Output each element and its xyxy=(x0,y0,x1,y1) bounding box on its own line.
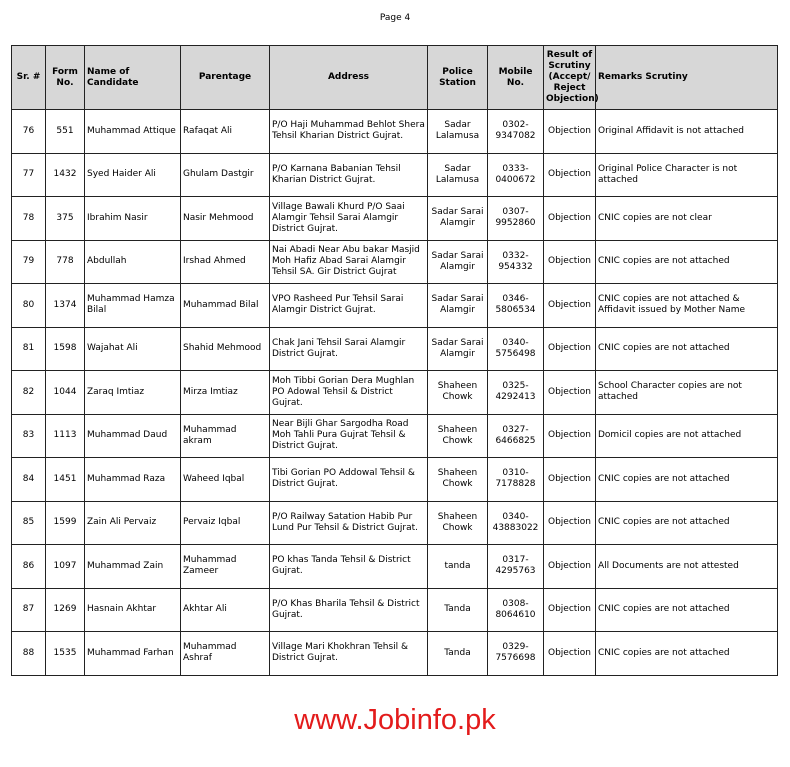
cell-mobile: 0302-9347082 xyxy=(488,110,544,154)
cell-form-no: 1374 xyxy=(46,284,85,328)
cell-police-station: Sadar Sarai Alamgir xyxy=(428,197,488,241)
site-watermark: www.Jobinfo.pk xyxy=(294,704,496,736)
cell-police-station: Sadar Lalamusa xyxy=(428,110,488,154)
cell-sr: 76 xyxy=(12,110,46,154)
cell-mobile: 0340-43883022 xyxy=(488,501,544,545)
header-candidate-name: Name of Candidate xyxy=(85,46,181,110)
scrutiny-table xyxy=(11,45,778,676)
cell-address: Nai Abadi Near Abu bakar Masjid Moh Hafiz Abad Sarai Alamgir Tehsil SA. Gir District Gujrat xyxy=(270,240,428,284)
cell-mobile: 0346-5806534 xyxy=(488,284,544,328)
table-row xyxy=(12,588,778,632)
cell-mobile: 0340-5756498 xyxy=(488,327,544,371)
table-row xyxy=(12,458,778,502)
table-row xyxy=(12,110,778,154)
cell-police-station: Tanda xyxy=(428,588,488,632)
cell-address: Village Bawali Khurd P/O Saai Alamgir Tehsil Sarai Alamgir District Gujrat. xyxy=(270,197,428,241)
cell-address: P/O Railway Satation Habib Pur Lund Pur Tehsil & District Gujrat. xyxy=(270,501,428,545)
table-row xyxy=(12,284,778,328)
cell-name: Hasnain Akhtar xyxy=(85,588,181,632)
cell-form-no: 1044 xyxy=(46,371,85,415)
cell-address: Chak Jani Tehsil Sarai Alamgir District Gujrat. xyxy=(270,327,428,371)
cell-police-station: Shaheen Chowk xyxy=(428,414,488,458)
cell-police-station: Shaheen Chowk xyxy=(428,458,488,502)
cell-address: Moh Tibbi Gorian Dera Mughlan PO Adowal Tehsil & District Gujrat. xyxy=(270,371,428,415)
cell-name: Muhammad Daud xyxy=(85,414,181,458)
cell-result: Objection xyxy=(544,545,596,589)
cell-name: Muhammad Zain xyxy=(85,545,181,589)
cell-parentage: Mirza Imtiaz xyxy=(181,371,270,415)
cell-sr: 82 xyxy=(12,371,46,415)
cell-address: Near Bijli Ghar Sargodha Road Moh Tahli Pura Gujrat Tehsil & District Gujrat. xyxy=(270,414,428,458)
cell-name: Muhammad Farhan xyxy=(85,632,181,676)
cell-sr: 85 xyxy=(12,501,46,545)
cell-police-station: tanda xyxy=(428,545,488,589)
table-row xyxy=(12,371,778,415)
cell-remarks: CNIC copies are not attached xyxy=(596,501,778,545)
cell-sr: 84 xyxy=(12,458,46,502)
cell-remarks: CNIC copies are not attached xyxy=(596,240,778,284)
cell-police-station: Sadar Sarai Alamgir xyxy=(428,240,488,284)
cell-form-no: 1535 xyxy=(46,632,85,676)
cell-form-no: 1451 xyxy=(46,458,85,502)
cell-parentage: Rafaqat Ali xyxy=(181,110,270,154)
table-row xyxy=(12,327,778,371)
cell-sr: 78 xyxy=(12,197,46,241)
cell-sr: 81 xyxy=(12,327,46,371)
cell-address: Tibi Gorian PO Addowal Tehsil & District Gujrat. xyxy=(270,458,428,502)
cell-sr: 87 xyxy=(12,588,46,632)
cell-sr: 79 xyxy=(12,240,46,284)
cell-parentage: Shahid Mehmood xyxy=(181,327,270,371)
cell-name: Abdullah xyxy=(85,240,181,284)
header-remarks: Remarks Scrutiny xyxy=(596,46,778,110)
cell-parentage: Waheed Iqbal xyxy=(181,458,270,502)
cell-form-no: 1599 xyxy=(46,501,85,545)
cell-parentage: Muhammad Bilal xyxy=(181,284,270,328)
cell-remarks: CNIC copies are not clear xyxy=(596,197,778,241)
cell-result: Objection xyxy=(544,371,596,415)
cell-form-no: 778 xyxy=(46,240,85,284)
cell-address: P/O Haji Muhammad Behlot Shera Tehsil Kharian District Gujrat. xyxy=(270,110,428,154)
cell-police-station: Shaheen Chowk xyxy=(428,371,488,415)
cell-address: Village Mari Khokhran Tehsil & District Gujrat. xyxy=(270,632,428,676)
cell-parentage: Irshad Ahmed xyxy=(181,240,270,284)
cell-name: Muhammad Attique xyxy=(85,110,181,154)
table-row xyxy=(12,153,778,197)
cell-mobile: 0333-0400672 xyxy=(488,153,544,197)
cell-name: Syed Haider Ali xyxy=(85,153,181,197)
cell-police-station: Tanda xyxy=(428,632,488,676)
cell-result: Objection xyxy=(544,153,596,197)
cell-address: P/O Karnana Babanian Tehsil Kharian District Gujrat. xyxy=(270,153,428,197)
cell-police-station: Sadar Sarai Alamgir xyxy=(428,327,488,371)
cell-sr: 77 xyxy=(12,153,46,197)
table-row xyxy=(12,197,778,241)
table-row xyxy=(12,545,778,589)
cell-form-no: 1269 xyxy=(46,588,85,632)
cell-result: Objection xyxy=(544,284,596,328)
cell-result: Objection xyxy=(544,632,596,676)
cell-result: Objection xyxy=(544,110,596,154)
cell-mobile: 0327-6466825 xyxy=(488,414,544,458)
cell-parentage: Muhammad Ashraf xyxy=(181,632,270,676)
cell-remarks: CNIC copies are not attached xyxy=(596,458,778,502)
cell-mobile: 0308-8064610 xyxy=(488,588,544,632)
cell-remarks: CNIC copies are not attached xyxy=(596,632,778,676)
cell-remarks: School Character copies are not attached xyxy=(596,371,778,415)
header-parentage: Parentage xyxy=(181,46,270,110)
cell-mobile: 0307-9952860 xyxy=(488,197,544,241)
table-row xyxy=(12,414,778,458)
header-police-station: Police Station xyxy=(428,46,488,110)
cell-parentage: Pervaiz Iqbal xyxy=(181,501,270,545)
table-row xyxy=(12,632,778,676)
cell-name: Wajahat Ali xyxy=(85,327,181,371)
header-mobile: Mobile No. xyxy=(488,46,544,110)
cell-form-no: 551 xyxy=(46,110,85,154)
cell-sr: 80 xyxy=(12,284,46,328)
cell-name: Zaraq Imtiaz xyxy=(85,371,181,415)
cell-mobile: 0329-7576698 xyxy=(488,632,544,676)
cell-sr: 86 xyxy=(12,545,46,589)
cell-police-station: Sadar Sarai Alamgir xyxy=(428,284,488,328)
cell-form-no: 375 xyxy=(46,197,85,241)
header-form-no: Form No. xyxy=(46,46,85,110)
cell-remarks: CNIC copies are not attached xyxy=(596,588,778,632)
cell-name: Muhammad Raza xyxy=(85,458,181,502)
cell-mobile: 0332-954332 xyxy=(488,240,544,284)
cell-form-no: 1432 xyxy=(46,153,85,197)
cell-mobile: 0325-4292413 xyxy=(488,371,544,415)
cell-result: Objection xyxy=(544,501,596,545)
cell-remarks: Original Police Character is not attached xyxy=(596,153,778,197)
header-result: Result of Scrutiny (Accept/ Reject Objection) xyxy=(544,46,596,110)
cell-remarks: CNIC copies are not attached xyxy=(596,327,778,371)
cell-form-no: 1598 xyxy=(46,327,85,371)
cell-remarks: Original Affidavit is not attached xyxy=(596,110,778,154)
cell-result: Objection xyxy=(544,588,596,632)
table-row xyxy=(12,501,778,545)
cell-address: VPO Rasheed Pur Tehsil Sarai Alamgir District Gujrat. xyxy=(270,284,428,328)
cell-result: Objection xyxy=(544,240,596,284)
cell-result: Objection xyxy=(544,197,596,241)
cell-remarks: All Documents are not attested xyxy=(596,545,778,589)
cell-result: Objection xyxy=(544,458,596,502)
cell-mobile: 0317-4295763 xyxy=(488,545,544,589)
cell-parentage: Nasir Mehmood xyxy=(181,197,270,241)
cell-form-no: 1113 xyxy=(46,414,85,458)
cell-sr: 83 xyxy=(12,414,46,458)
page-number-label: Page 4 xyxy=(379,13,411,23)
cell-remarks: Domicil copies are not attached xyxy=(596,414,778,458)
cell-parentage: Akhtar Ali xyxy=(181,588,270,632)
cell-form-no: 1097 xyxy=(46,545,85,589)
cell-result: Objection xyxy=(544,327,596,371)
cell-sr: 88 xyxy=(12,632,46,676)
cell-parentage: Ghulam Dastgir xyxy=(181,153,270,197)
cell-parentage: Muhammad Zameer xyxy=(181,545,270,589)
cell-address: PO khas Tanda Tehsil & District Gujrat. xyxy=(270,545,428,589)
cell-name: Ibrahim Nasir xyxy=(85,197,181,241)
header-address: Address xyxy=(270,46,428,110)
cell-remarks: CNIC copies are not attached & Affidavit issued by Mother Name xyxy=(596,284,778,328)
cell-address: P/O Khas Bharila Tehsil & District Gujrat. xyxy=(270,588,428,632)
cell-name: Muhammad Hamza Bilal xyxy=(85,284,181,328)
cell-police-station: Sadar Lalamusa xyxy=(428,153,488,197)
cell-police-station: Shaheen Chowk xyxy=(428,501,488,545)
cell-mobile: 0310-7178828 xyxy=(488,458,544,502)
cell-result: Objection xyxy=(544,414,596,458)
table-header-row xyxy=(12,46,778,110)
cell-parentage: Muhammad akram xyxy=(181,414,270,458)
cell-name: Zain Ali Pervaiz xyxy=(85,501,181,545)
table-row xyxy=(12,240,778,284)
header-sr: Sr. # xyxy=(12,46,46,110)
